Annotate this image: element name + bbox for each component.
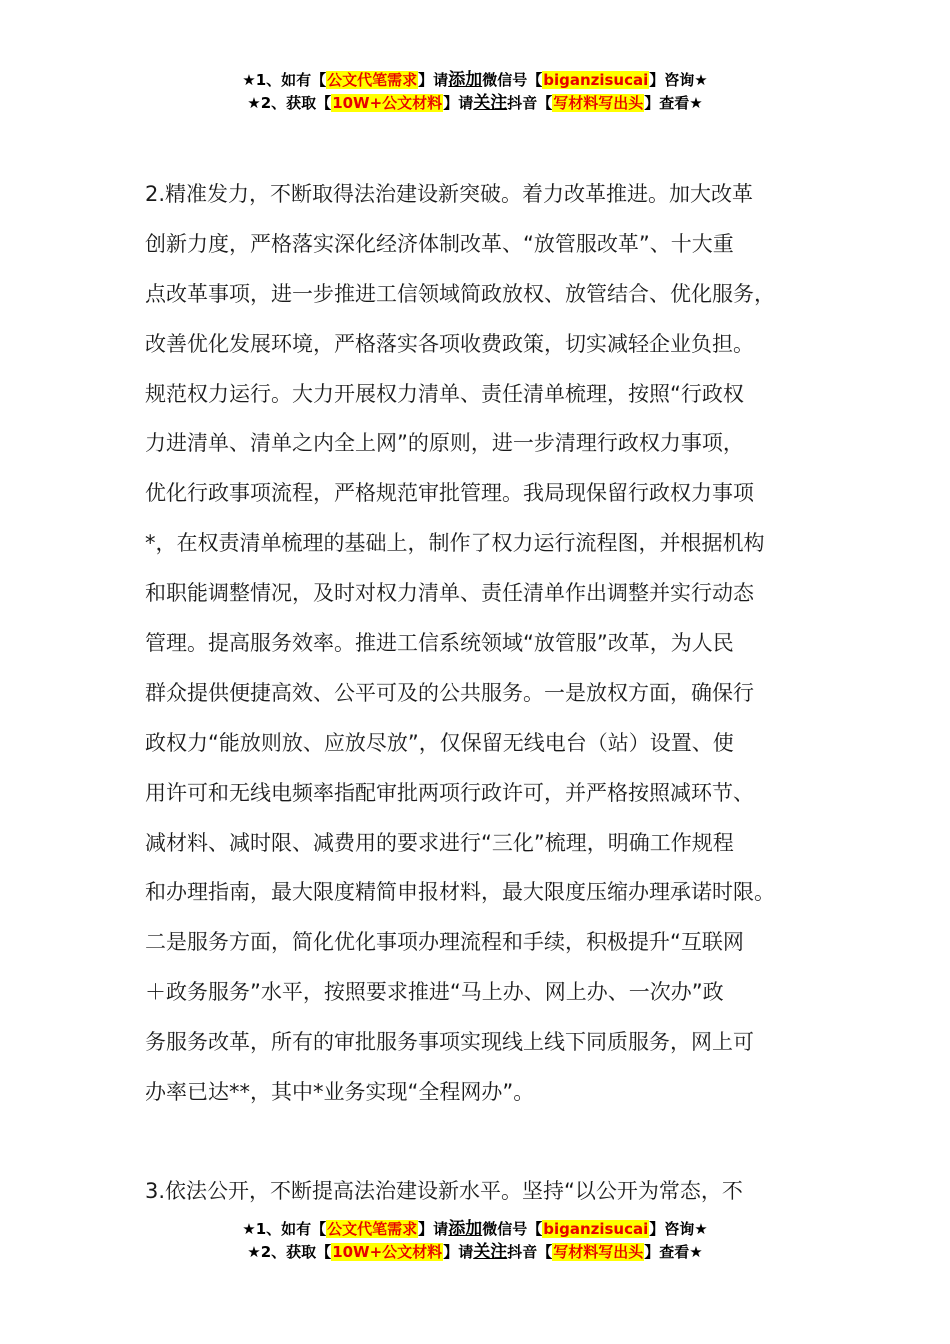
banner-emphasis-add: 添加: [448, 70, 483, 90]
paragraph-line: 用许可和无线电频率指配审批两项行政许可，并严格按照减环节、: [145, 780, 754, 805]
footer-line-1-prefix: ★1、如有【: [242, 1220, 327, 1238]
banner-line-2-mid: 】请: [443, 94, 474, 112]
footer-line-1-mid: 】请: [418, 1220, 449, 1238]
paragraph-line: *，在权责清单梳理的基础上，制作了权力运行流程图，并根据机构: [145, 531, 765, 556]
paragraph-line: 规范权力运行。大力开展权力清单、责任清单梳理，按照“行政权: [145, 381, 744, 406]
footer-line-2-mid: 】请: [443, 1243, 474, 1261]
paragraph-line: 3.依法公开，不断提高法治建设新水平。坚持“以公开为常态，不: [145, 1179, 743, 1203]
banner-line-1-mid: 】请: [418, 71, 449, 89]
header-banner: [0, 69, 950, 115]
footer-banner-line-2: [0, 1241, 950, 1264]
paragraph-line: 力进清单、清单之内全上网”的原则，进一步清理行政权力事项，: [145, 431, 744, 456]
paragraph-line: 创新力度，严格落实深化经济体制改革、“放管服改革”、十大重: [145, 231, 734, 256]
paragraph-line: 优化行政事项流程，严格规范审批管理。我局现保留行政权力事项: [145, 481, 754, 506]
banner-line-1-mid2: 微信号【: [482, 71, 543, 89]
banner-line-1-suffix: 】咨询★: [649, 71, 708, 89]
footer-line-2-mid2: 抖音【: [507, 1243, 553, 1261]
paragraph-line: 政权力“能放则放、应放尽放”，仅保留无线电台（站）设置、使: [145, 730, 734, 755]
footer-banner-line-1: [0, 1218, 950, 1241]
banner-highlight-douyin-id: 写材料写出头: [553, 94, 644, 112]
paragraph-line: 2.精准发力，不断取得法治建设新突破。着力改革推进。加大改革: [145, 182, 754, 206]
paragraph-line: 和办理指南，最大限度精简申报材料，最大限度压缩办理承诺时限。: [145, 880, 775, 905]
paragraph-reform: [145, 170, 835, 1118]
paragraph-line: 减材料、减时限、减费用的要求进行“三化”梳理，明确工作规程: [145, 830, 734, 855]
footer-highlight-wechat-id: biganzisucai: [543, 1220, 649, 1238]
banner-highlight-service: 公文代笔需求: [327, 71, 418, 89]
paragraph-line: 办率已达**，其中*业务实现“全程网办”。: [145, 1080, 535, 1105]
footer-emphasis-add: 添加: [448, 1219, 483, 1239]
banner-line-2: [0, 92, 950, 115]
footer-highlight-service: 公文代笔需求: [327, 1220, 418, 1238]
paragraph-line: 群众提供便捷高效、公平可及的公共服务。一是放权方面，确保行: [145, 680, 754, 705]
banner-line-2-prefix: ★2、获取【: [247, 94, 332, 112]
banner-emphasis-follow: 关注: [473, 93, 508, 113]
footer-line-1-suffix: 】咨询★: [649, 1220, 708, 1238]
banner-highlight-materials: 10W+公文材料: [332, 94, 443, 112]
footer-line-2-prefix: ★2、获取【: [247, 1243, 332, 1261]
paragraph-line: 和职能调整情况，及时对权力清单、责任清单作出调整并实行动态: [145, 581, 754, 606]
paragraph-line: 二是服务方面，简化优化事项办理流程和手续，积极提升“互联网: [145, 930, 744, 955]
footer-highlight-materials: 10W+公文材料: [332, 1243, 443, 1261]
banner-line-2-suffix: 】查看★: [644, 94, 703, 112]
paragraph-line: 改善优化发展环境，严格落实各项收费政策，切实减轻企业负担。: [145, 331, 754, 356]
footer-highlight-douyin-id: 写材料写出头: [553, 1243, 644, 1261]
paragraph-line: ＋政务服务”水平，按照要求推进“马上办、网上办、一次办”政: [145, 980, 724, 1005]
banner-line-1-prefix: ★1、如有【: [242, 71, 327, 89]
banner-line-1: [0, 69, 950, 92]
footer-line-1-mid2: 微信号【: [482, 1220, 543, 1238]
footer-line-2-suffix: 】查看★: [644, 1243, 703, 1261]
banner-line-2-mid2: 抖音【: [507, 94, 553, 112]
banner-highlight-wechat-id: biganzisucai: [543, 71, 649, 89]
footer-banner: [0, 1218, 950, 1264]
paragraph-line: 点改革事项，进一步推进工信领域简政放权、放管结合、优化服务，: [145, 281, 775, 306]
paragraph-line: 管理。提高服务效率。推进工信系统领域“放管服”改革，为人民: [145, 631, 734, 656]
paragraph-line: 务服务改革，所有的审批服务事项实现线上线下同质服务，网上可: [145, 1030, 754, 1055]
paragraph-disclosure: [145, 1167, 835, 1217]
footer-emphasis-follow: 关注: [473, 1242, 508, 1262]
